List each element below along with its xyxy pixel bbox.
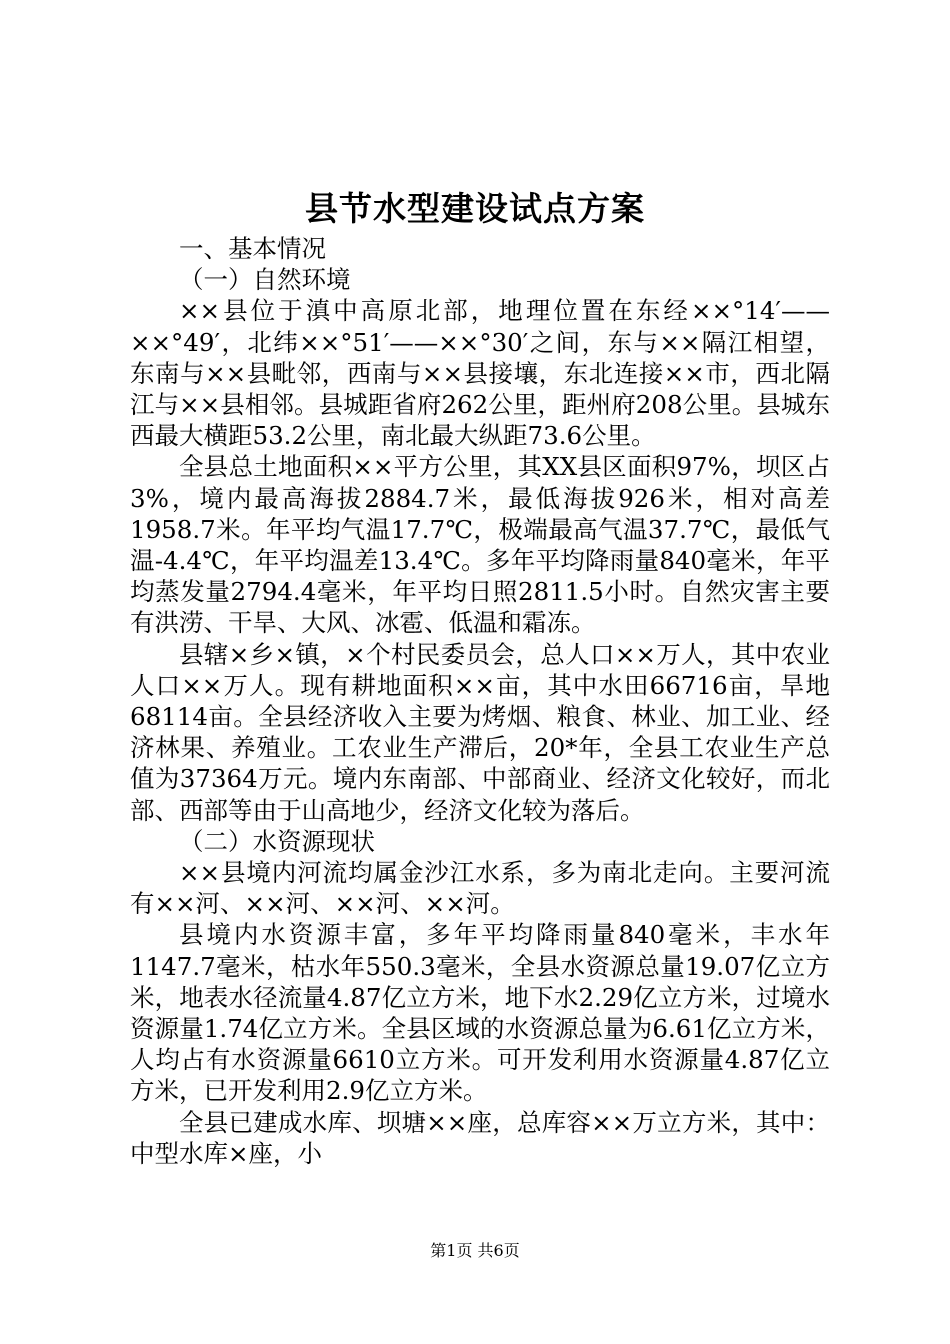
paragraph: ××县境内河流均属金沙江水系，多为南北走向。主要河流有××河、××河、××河、××河。 (130, 858, 830, 919)
subsection-heading: （二）水资源现状 (179, 826, 375, 856)
paragraph: ××县位于滇中高原北部，地理位置在东经××°14′——××°49′，北纬××°51′——××°30′之间，东与××隔江相望，东南与××县毗邻，西南与××县接壤，东北连接××市，西北隔江与××县相邻。县城距省府262公里，距州府208公里。县城东西最大横距53.2公里，南北最大纵距73.6公里。 (130, 296, 830, 451)
paragraph: 县境内水资源丰富，多年平均降雨量840毫米，丰水年1147.7毫米，枯水年550.3毫米，全县水资源总量19.07亿立方米，地表水径流量4.87亿立方米，地下水2.29亿立方米，过境水资源量1.74亿立方米。全县区域的水资源总量为6.61亿立方米，人均占有水资源量6610立方米。可开发利用水资源量4.87亿立方米，已开发利用2.9亿立方米。 (130, 920, 830, 1106)
document-body (130, 233, 830, 1169)
document-title: 县节水型建设试点方案 (305, 189, 645, 228)
paragraph: 全县总土地面积××平方公里，其XX县区面积97%，坝区占3%，境内最高海拔2884.7米，最低海拔926米，相对高差1958.7米。年平均气温17.7℃，极端最高气温37.7℃，最低气温-4.4℃，年平均温差13.4℃。多年平均降雨量840毫米，年平均蒸发量2794.4毫米，年平均日照2811.5小时。自然灾害主要有洪涝、干旱、大风、冰雹、低温和霜冻。 (130, 452, 830, 638)
paragraph: 县辖×乡×镇，×个村民委员会，总人口××万人，其中农业人口××万人。现有耕地面积××亩，其中水田66716亩，旱地68114亩。全县经济收入主要为烤烟、粮食、林业、加工业、经济林果、养殖业。工农业生产滞后，20*年，全县工农业生产总值为37364万元。境内东南部、中部商业、经济文化较好，而北部、西部等由于山高地少，经济文化较为落后。 (130, 639, 830, 825)
paragraph: 全县已建成水库、坝塘××座，总库容××万立方米，其中：中型水库×座，小 (130, 1107, 830, 1168)
subsection-heading: （一）自然环境 (179, 265, 351, 295)
section-heading: 一、基本情况 (179, 234, 326, 263)
page-footer: 第1页 共6页 (430, 1241, 520, 1260)
